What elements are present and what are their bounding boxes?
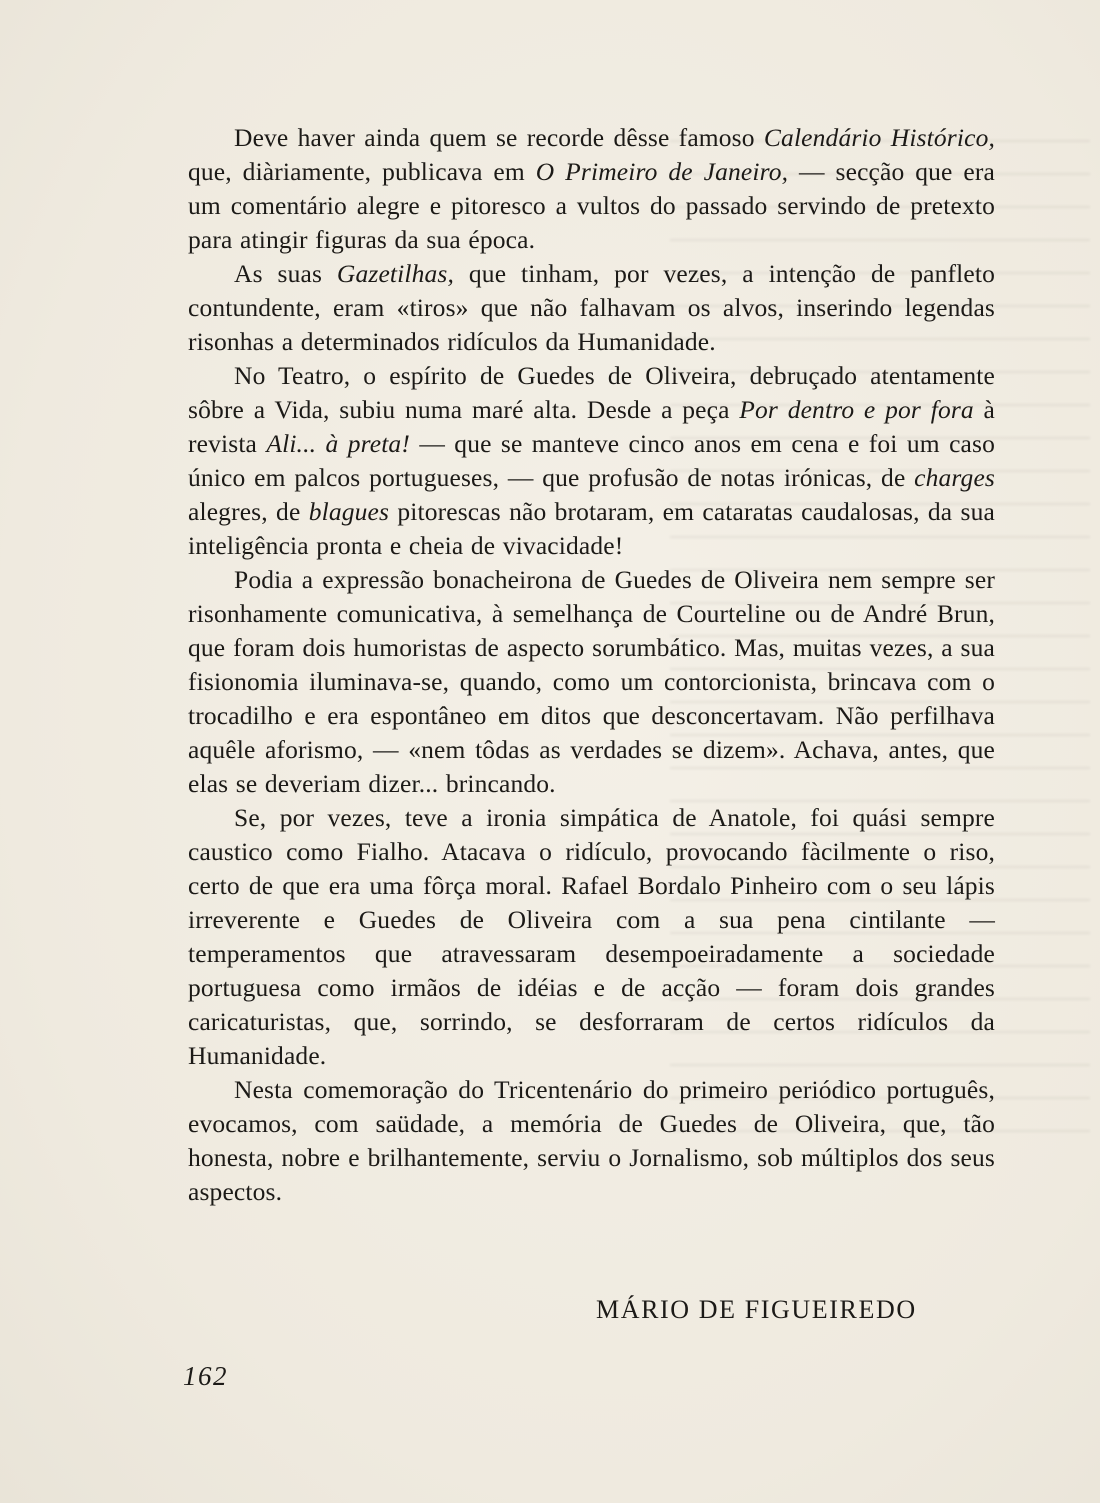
p3-title-por-dentro: Por dentro e por fora [739, 395, 974, 424]
p1-text-a: Deve haver ainda quem se recorde dêsse famoso [234, 123, 764, 152]
p2-text-b: que tinham, por vezes, a intenção de panfleto contundente, eram «tiros» que não falhavam os alvos, inserindo legendas risonhas a determinados ridículos da Humanidade. [188, 259, 995, 356]
p3-word-charges: charges [914, 463, 995, 492]
p3-title-ali-a-preta: Ali... à preta! [266, 429, 410, 458]
article-body [188, 121, 995, 1209]
p3-text-c: — que se manteve cinco anos em cena e foi um caso único em palcos portugueses, — que profusão de notas irónicas, de [188, 429, 996, 492]
paragraph-5: Se, por vezes, teve a ironia simpática de Anatole, foi quási sempre caustico como Fialho. Atacava o ridículo, provocando fàcilmente o riso, certo de que era uma fôrça moral. Rafael Bordalo Pinheiro com o seu lápis irreverente e Guedes de Oliveira com a sua pena cintilante — temperamentos que atravessaram desempoeiradamente a sociedade portuguesa como irmãos de idéias e de acção — foram dois grandes caricaturistas, que, sorrindo, se desforraram de certos ridículos da Humanidade. [188, 803, 995, 1070]
p1-title-primeiro-de-janeiro: O Primeiro de Janeiro, [535, 157, 789, 186]
p3-word-blagues: blagues [308, 497, 390, 526]
paragraph-6: Nesta comemoração do Tricentenário do primeiro periódico português, evocamos, com saüdade, a memória de Guedes de Oliveira, que, tão honesta, nobre e brilhantemente, serviu o Jornalismo, sob múltiplos dos seus aspectos. [188, 1075, 995, 1206]
p2-title-gazetilhas: Gazetilhas, [336, 259, 455, 288]
p3-text-b: à revista [188, 395, 995, 458]
p1-text-b: que, diàriamente, publicava em [188, 157, 536, 186]
paragraph-4: Podia a expressão bonacheirona de Guedes de Oliveira nem sempre ser risonhamente comunicativa, à semelhança de Courteline ou de André Brun, que foram dois humoristas de aspecto sorumbático. Mas, muitas vezes, a sua fisionomia iluminava-se, quando, como um contorcionista, brincava com o trocadilho e era espontâneo em ditos que desconcertavam. Não perfilhava aquêle aforismo, — «nem tôdas as verdades se dizem». Achava, antes, que elas se deveriam dizer... brincando. [188, 565, 995, 798]
p2-text-a: As suas [234, 259, 337, 288]
paragraph-2 [188, 257, 995, 359]
p1-text-c: — secção que era um comentário alegre e pitoresco a vultos do passado servindo de pretexto para atingir figuras da sua época. [188, 157, 995, 254]
paragraph-3 [188, 359, 995, 563]
p3-text-a: No Teatro, o espírito de Guedes de Oliveira, debruçado atentamente sôbre a Vida, subiu numa maré alta. Desde a peça [188, 361, 995, 424]
p3-text-e: pitorescas não brotaram, em cataratas caudalosas, da sua inteligência pronta e cheia de vivacidade! [188, 497, 995, 560]
p3-text-d: alegres, de [188, 497, 309, 526]
author-signature: MÁRIO DE FIGUEIREDO [596, 1295, 917, 1324]
paragraph-1 [188, 121, 995, 257]
page-number: 162 [183, 1361, 228, 1391]
p1-title-calendario: Calendário Histórico, [763, 123, 996, 152]
